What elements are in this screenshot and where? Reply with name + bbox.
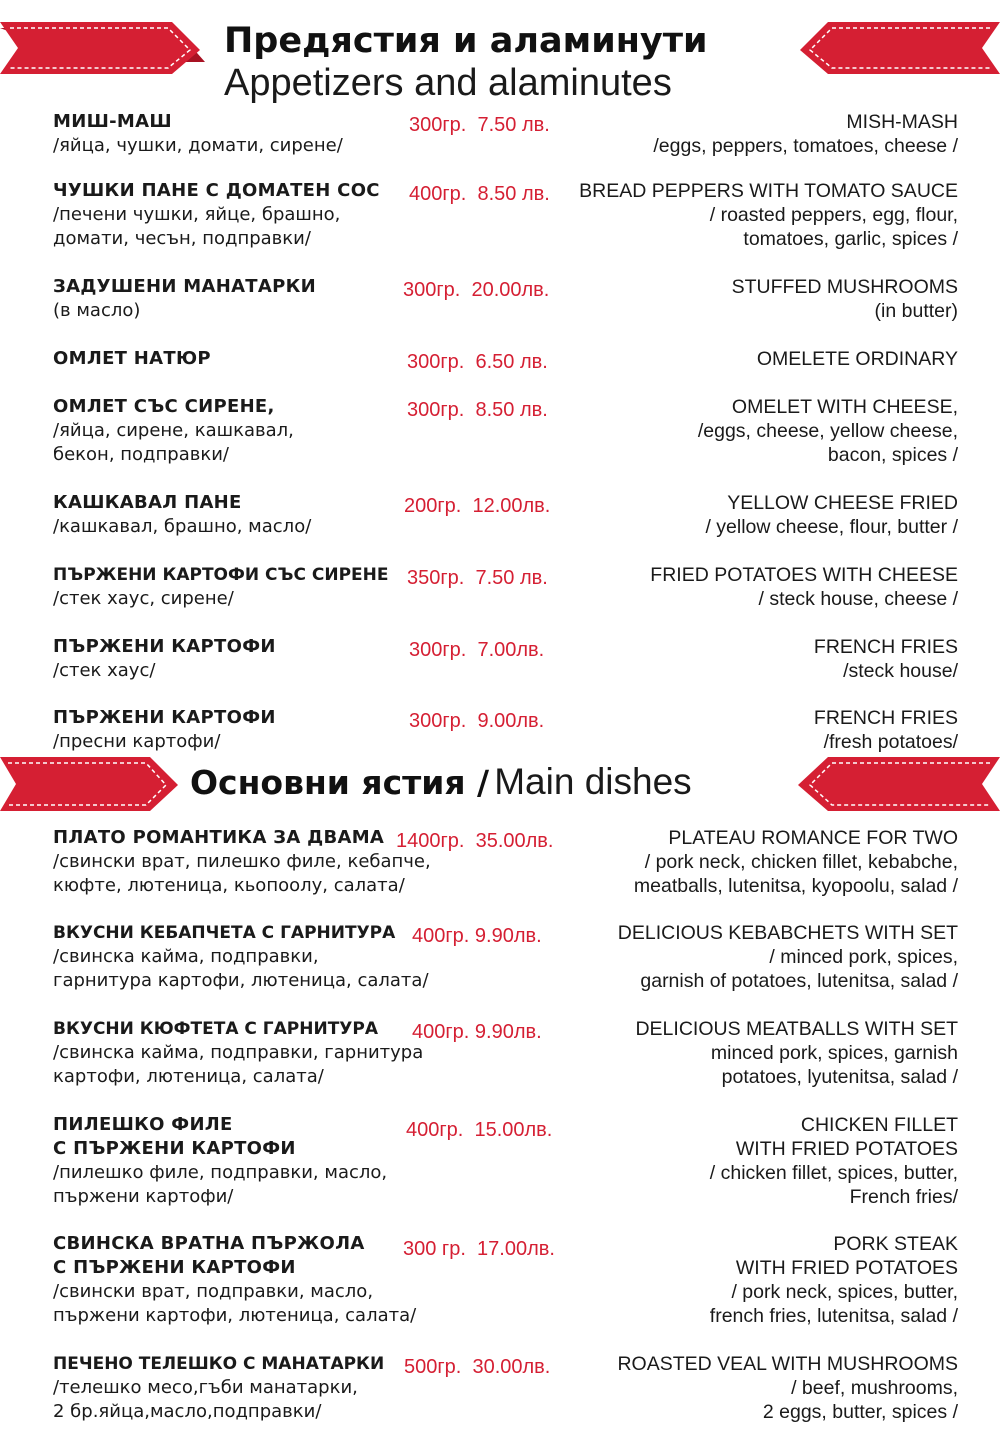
dish-name-bg: ПЪРЖЕНИ КАРТОФИ СЪС СИРЕНЕ: [53, 565, 389, 585]
dish-name-bg: ЧУШКИ ПАНЕ С ДОМАТЕН СОС: [53, 180, 380, 201]
dish-name-bg: ПИЛЕШКО ФИЛЕ С ПЪРЖЕНИ КАРТОФИ: [53, 1114, 296, 1159]
dish-price: 300гр. 7.00лв.: [409, 639, 545, 661]
ribbon-left-main-icon: [0, 755, 182, 813]
dish-price: 400гр. 8.50 лв.: [409, 183, 550, 205]
dish-name-en: YELLOW CHEESE FRIED / yellow cheese, flour, butter /: [705, 492, 958, 538]
dish-price: 400гр. 9.90лв.: [412, 1021, 542, 1043]
dish-price: 350гр. 7.50 лв.: [407, 567, 548, 589]
dish-name-en: CHICKEN FILLET WITH FRIED POTATOES / chicken fillet, spices, butter, French fries/: [709, 1114, 958, 1208]
main-title: [190, 760, 692, 811]
dish-name-bg: ПЕЧЕНО ТЕЛЕШКО С МАНАТАРКИ: [53, 1354, 385, 1374]
dish-name-bg: КАШКАВАЛ ПАНЕ: [53, 492, 242, 513]
dish-desc-bg: /свинска кайма, подправки, гарнитура картофи, лютеница, салата/: [53, 1042, 424, 1087]
dish-price: 300гр. 8.50 лв.: [407, 399, 548, 421]
dish-desc-bg: /печени чушки, яйце, брашно, домати, чесън, подправки/: [53, 204, 341, 249]
ribbon-left-top-icon: [0, 20, 208, 76]
dish-desc-bg: /телешко месо,гъби манатарки, 2 бр.яйца,масло,подправки/: [53, 1377, 358, 1422]
dish-name-bg: МИШ-МАШ: [53, 111, 172, 132]
dish-desc-bg: /пилешко филе, подправки, масло, пържени картофи/: [53, 1162, 388, 1207]
dish-name-en: PORK STEAK WITH FRIED POTATOES / pork neck, spices, butter, french fries, lutenitsa, salad /: [709, 1233, 958, 1327]
dish-name-bg: ПЛАТО РОМАНТИКА ЗА ДВАМА: [53, 827, 385, 848]
main-title-en: Main dishes: [494, 761, 692, 802]
dish-name-en: PLATEAU ROMANCE FOR TWO / pork neck, chicken fillet, kebabche, meatballs, lutenitsa, kyopoolu, salad /: [633, 827, 958, 897]
appetizers-title-bg: Предястия и аламинути: [224, 21, 708, 61]
dish-price: 200гр. 12.00лв.: [404, 495, 551, 517]
dish-name-en: FRENCH FRIES /steck house/: [813, 636, 958, 682]
ribbon-right-top-icon: [792, 20, 1000, 76]
appetizers-title-en: Appetizers and alaminutes: [224, 62, 672, 104]
dish-name-bg: ПЪРЖЕНИ КАРТОФИ: [53, 636, 276, 657]
dish-name-bg: ОМЛЕТ СЪС СИРЕНЕ,: [53, 396, 275, 417]
dish-name-en: OMELETE ORDINARY: [756, 348, 958, 370]
dish-price: 400гр. 9.90лв.: [412, 925, 542, 947]
dish-desc-bg: /свинска кайма, подправки, гарнитура картофи, лютеница, салата/: [53, 946, 429, 991]
dish-price: 400гр. 15.00лв.: [406, 1119, 553, 1141]
dish-name-bg: ОМЛЕТ НАТЮР: [53, 348, 211, 369]
dish-desc-bg: /пресни картофи/: [53, 731, 221, 752]
dish-desc-bg: /яйца, сирене, кашкавал, бекон, подправки/: [53, 420, 294, 465]
dish-price: 300гр. 20.00лв.: [403, 279, 550, 301]
dish-name-en: MISH-MASH /eggs, peppers, tomatoes, cheese /: [653, 111, 958, 157]
dish-name-en: OMELET WITH CHEESE, /eggs, cheese, yellow cheese, bacon, spices /: [697, 396, 958, 466]
dish-name-bg: ПЪРЖЕНИ КАРТОФИ: [53, 707, 276, 728]
dish-price: 1400гр. 35.00лв.: [396, 830, 554, 852]
dish-name-bg: СВИНСКА ВРАТНА ПЪРЖОЛА С ПЪРЖЕНИ КАРТОФИ: [53, 1233, 365, 1278]
dish-name-bg: ВКУСНИ КЮФТЕТА С ГАРНИТУРА: [53, 1019, 379, 1039]
dish-desc-bg: /свински врат, пилешко филе, кебапче, кюфте, лютеница, кьопоолу, салата/: [53, 851, 431, 896]
dish-name-en: FRENCH FRIES /fresh potatoes/: [813, 707, 958, 753]
dish-price: 300гр. 6.50 лв.: [407, 351, 548, 373]
dish-desc-bg: /стек хаус/: [53, 660, 156, 681]
dish-name-en: BREAD PEPPERS WITH TOMATO SAUCE / roasted peppers, egg, flour, tomatoes, garlic, spices /: [579, 180, 958, 250]
dish-price: 300гр. 9.00лв.: [409, 710, 545, 732]
dish-price: 500гр. 30.00лв.: [404, 1356, 551, 1378]
dish-price: 300 гр. 17.00лв.: [403, 1238, 555, 1260]
dish-name-en: DELICIOUS MEATBALLS WITH SET minced pork, spices, garnish potatoes, lyutenitsa, salad /: [635, 1018, 958, 1088]
ribbon-right-main-icon: [790, 755, 1000, 813]
dish-desc-bg: /яйца, чушки, домати, сирене/: [53, 135, 343, 156]
dish-desc-bg: /стек хаус, сирене/: [53, 588, 234, 609]
dish-name-en: ROASTED VEAL WITH MUSHROOMS / beef, mushrooms, 2 eggs, butter, spices /: [617, 1353, 958, 1423]
dish-desc-bg: /свински врат, подправки, масло, пържени картофи, лютеница, салата/: [53, 1281, 417, 1326]
dish-name-en: FRIED POTATOES WITH CHEESE / steck house, cheese /: [650, 564, 958, 610]
dish-price: 300гр. 7.50 лв.: [409, 114, 550, 136]
dish-name-bg: ВКУСНИ КЕБАПЧЕТА С ГАРНИТУРА: [53, 923, 396, 943]
dish-desc-bg: /кашкавал, брашно, масло/: [53, 516, 312, 537]
main-title-bg: Основни ястия /: [190, 763, 490, 802]
dish-name-en: DELICIOUS KEBABCHETS WITH SET / minced pork, spices, garnish of potatoes, lutenitsa, salad /: [617, 922, 958, 992]
dish-name-bg: ЗАДУШЕНИ МАНАТАРКИ: [53, 276, 316, 297]
dish-name-en: STUFFED MUSHROOMS (in butter): [731, 276, 958, 322]
dish-desc-bg: (в масло): [53, 300, 141, 321]
